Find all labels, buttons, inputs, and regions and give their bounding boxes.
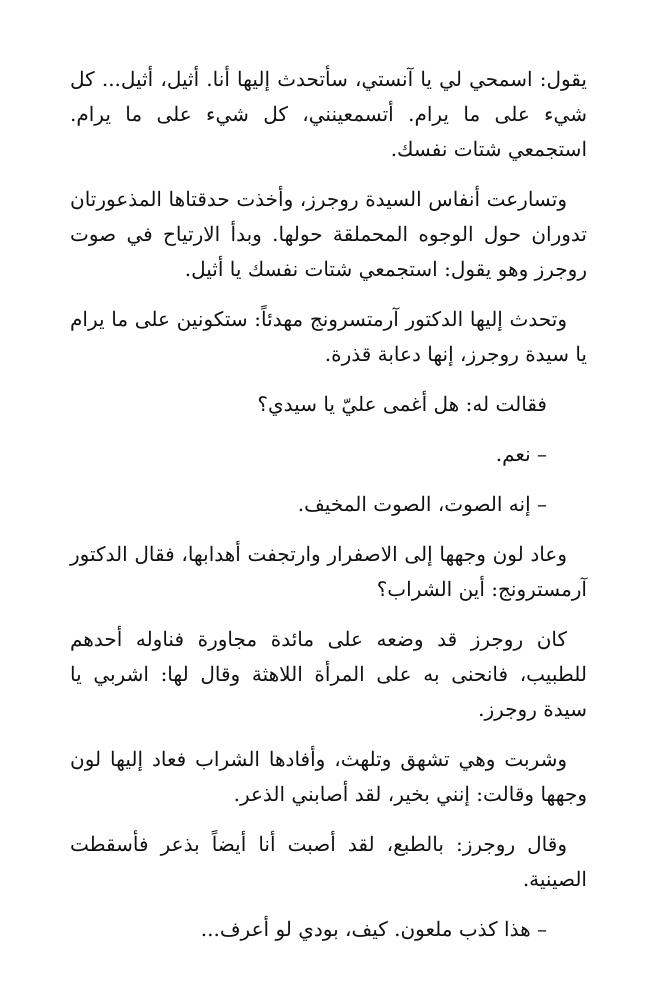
dialogue-line: – نعم.: [495, 442, 547, 466]
paragraph: وشربت وهي تشهق وتلهث، وأفادها الشراب فعاد إليها لون وجهها وقالت: إنني بخير، لقد أصابني الذعر.: [70, 747, 587, 806]
paragraph: وعاد لون وجهها إلى الاصفرار وارتجفت أهدابها، فقال الدكتور آرمسترونج: أين الشراب؟: [70, 542, 587, 601]
dialogue-line: فقالت له: هل أغمى عليّ يا سيدي؟: [257, 392, 547, 416]
dialogue-line: – إنه الصوت، الصوت المخيف.: [297, 492, 547, 516]
paragraph: وقال روجرز: بالطبع، لقد أصبت أنا أيضاً بذعر فأسقطت الصينية.: [70, 832, 587, 891]
paragraph: يقول: اسمحي لي يا آنستي، سأتحدث إليها أنا. أثيل، أثيل... كل شيء على ما يرام. أتسمعينني، كل شيء على ما يرام. استجمعي شتات نفسك.: [70, 67, 587, 161]
dialogue-line: – هذا كذب ملعون. كيف، بودي لو أعرف...: [200, 917, 547, 941]
paragraph: وتسارعت أنفاس السيدة روجرز، وأخذت حدقتاها المذعورتان تدوران حول الوجوه المحملقة حولها. وبدأ الارتياح في صوت روجرز وهو يقول: استجمعي شتات نفسك يا أثيل.: [70, 187, 587, 281]
paragraph: وتحدث إليها الدكتور آرمتسرونج مهدئاً: ستكونين على ما يرام يا سيدة روجرز، إنها دعابة قذرة.: [70, 307, 587, 366]
paragraph: كان روجرز قد وضعه على مائدة مجاورة فناوله أحدهم للطبيب، فانحنى به على المرأة اللاهثة وقال لها: اشربي يا سيدة روجرز.: [70, 627, 587, 721]
